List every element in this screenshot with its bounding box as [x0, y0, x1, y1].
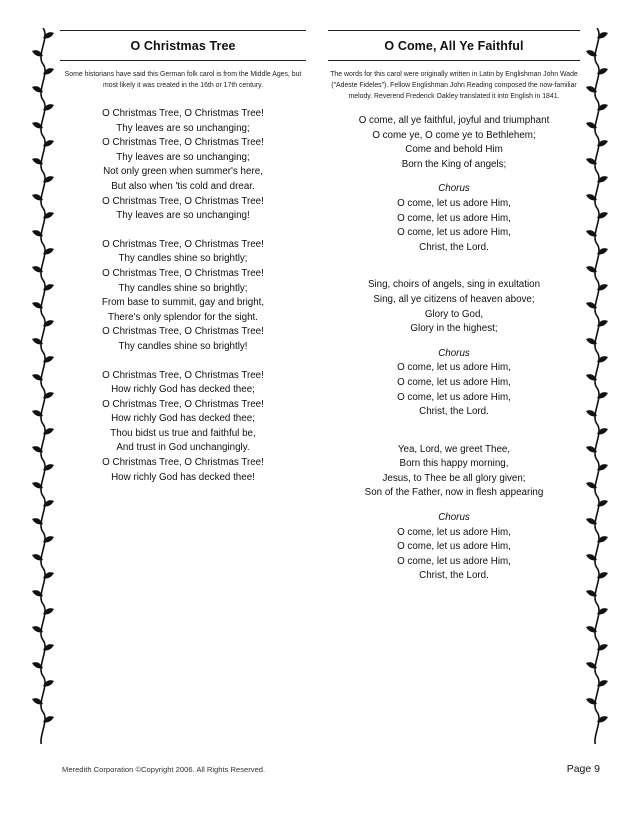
lyric-line: O come, let us adore Him,	[397, 526, 511, 538]
lyric-line: O come ye, O come ye to Bethlehem;	[372, 129, 536, 141]
lyric-line: O come, let us adore Him,	[397, 376, 511, 388]
lyric-line: How richly God has decked thee;	[111, 384, 255, 396]
lyric-line: O come, let us adore Him,	[397, 212, 511, 224]
lyric-line: Thou bidst us true and faithful be,	[110, 427, 256, 439]
stanza-1	[60, 107, 306, 224]
carol-intro: The words for this carol were originally written in Latin by Englishman John Wade ("Adeste Fideles"). Fellow Englishman John Reading composed the now-familiar melody. Reverend Frederick Oakley translated it into English in 1841.	[330, 71, 578, 100]
lyric-line: Son of the Father, now in flesh appearing	[364, 487, 544, 499]
holly-vine-border-left	[30, 28, 56, 744]
lyric-line: O Christmas Tree, O Christmas Tree!	[102, 398, 264, 410]
lyric-line: Thy leaves are so unchanging;	[116, 122, 250, 134]
chorus-label: Chorus	[438, 183, 470, 195]
lyric-line: Thy leaves are so unchanging!	[116, 210, 250, 222]
lyric-line: And trust in God unchangingly.	[116, 442, 250, 454]
chorus-1	[328, 182, 580, 255]
lyric-line: How richly God has decked thee;	[111, 413, 255, 425]
lyric-line: From base to summit, gay and bright,	[101, 297, 265, 309]
lyric-line: O Christmas Tree, O Christmas Tree!	[102, 238, 264, 250]
title-rule-bottom	[328, 60, 580, 61]
lyric-line: O come, let us adore Him,	[397, 391, 511, 403]
lyric-line: O Christmas Tree, O Christmas Tree!	[102, 137, 264, 149]
verse-2	[328, 278, 580, 336]
lyric-line: O Christmas Tree, O Christmas Tree!	[102, 369, 264, 381]
lyric-line: O come, let us adore Him,	[397, 362, 511, 374]
lyric-line: But also when 'tis cold and drear.	[111, 180, 255, 192]
chorus-label: Chorus	[438, 347, 470, 359]
carol-o-come-all-ye-faithful	[328, 30, 580, 584]
verse-3	[328, 443, 580, 501]
lyric-line: Christ, the Lord.	[419, 406, 489, 418]
holly-vine-border-right	[584, 28, 610, 744]
carol-title: O Come, All Ye Faithful	[384, 39, 524, 53]
lyric-line: O come, all ye faithful, joyful and triumphant	[358, 115, 550, 126]
lyric-line: Jesus, to Thee be all glory given;	[382, 472, 526, 484]
vine-stem	[595, 28, 599, 744]
lyric-line: O come, let us adore Him,	[397, 555, 511, 567]
lyric-line: O Christmas Tree, O Christmas Tree!	[102, 108, 264, 119]
lyric-line: O come, let us adore Him,	[397, 227, 511, 239]
stanza-3	[60, 369, 306, 486]
lyric-line: Not only green when summer's here,	[103, 166, 263, 178]
lyric-line: Thy candles shine so brightly!	[118, 340, 248, 352]
verse-1	[328, 114, 580, 172]
vine-stem	[41, 28, 45, 744]
lyric-line: Yea, Lord, we greet Thee,	[397, 443, 511, 455]
lyric-line: O Christmas Tree, O Christmas Tree!	[102, 195, 264, 207]
lyric-line: Sing, choirs of angels, sing in exultation	[367, 279, 541, 291]
lyric-line: How richly God has decked thee!	[111, 471, 255, 483]
lyric-line: O come, let us adore Him,	[397, 541, 511, 553]
lyric-line: Christ, the Lord.	[419, 570, 489, 582]
lyric-line: Glory in the highest;	[410, 323, 498, 335]
lyric-line: Come and behold Him	[405, 144, 503, 156]
lyric-line: O Christmas Tree, O Christmas Tree!	[102, 326, 264, 338]
carol-title: O Christmas Tree	[130, 39, 236, 53]
lyric-line: Christ, the Lord.	[419, 241, 489, 253]
lyric-line: Born the King of angels;	[401, 158, 507, 170]
lyric-line: There's only splendor for the sight.	[108, 311, 258, 323]
chorus-2	[328, 347, 580, 420]
stanza-2	[60, 238, 306, 355]
lyric-line: Born this happy morning,	[399, 458, 509, 470]
carol-o-christmas-tree	[60, 30, 306, 485]
lyric-line: Thy candles shine so brightly;	[118, 282, 248, 294]
lyric-line: O come, let us adore Him,	[397, 197, 511, 209]
lyric-line: Thy candles shine so brightly;	[118, 253, 248, 265]
carol-intro: Some historians have said this German folk carol is from the Middle Ages, but most likely it was created in the 16th or 17th century.	[64, 71, 302, 89]
lyric-line: Sing, all ye citizens of heaven above;	[373, 293, 535, 305]
chorus-label: Chorus	[438, 512, 470, 524]
page-number: Page 9	[566, 763, 600, 775]
lyric-line: Glory to God,	[424, 308, 484, 320]
chorus-3	[328, 511, 580, 584]
copyright-footer: Meredith Corporation ©Copyright 2006. All Rights Reserved.	[62, 765, 266, 774]
lyric-line: O Christmas Tree, O Christmas Tree!	[102, 267, 264, 279]
lyric-line: O Christmas Tree, O Christmas Tree!	[102, 457, 264, 469]
title-rule-bottom	[60, 60, 306, 61]
lyric-line: Thy leaves are so unchanging;	[116, 151, 250, 163]
